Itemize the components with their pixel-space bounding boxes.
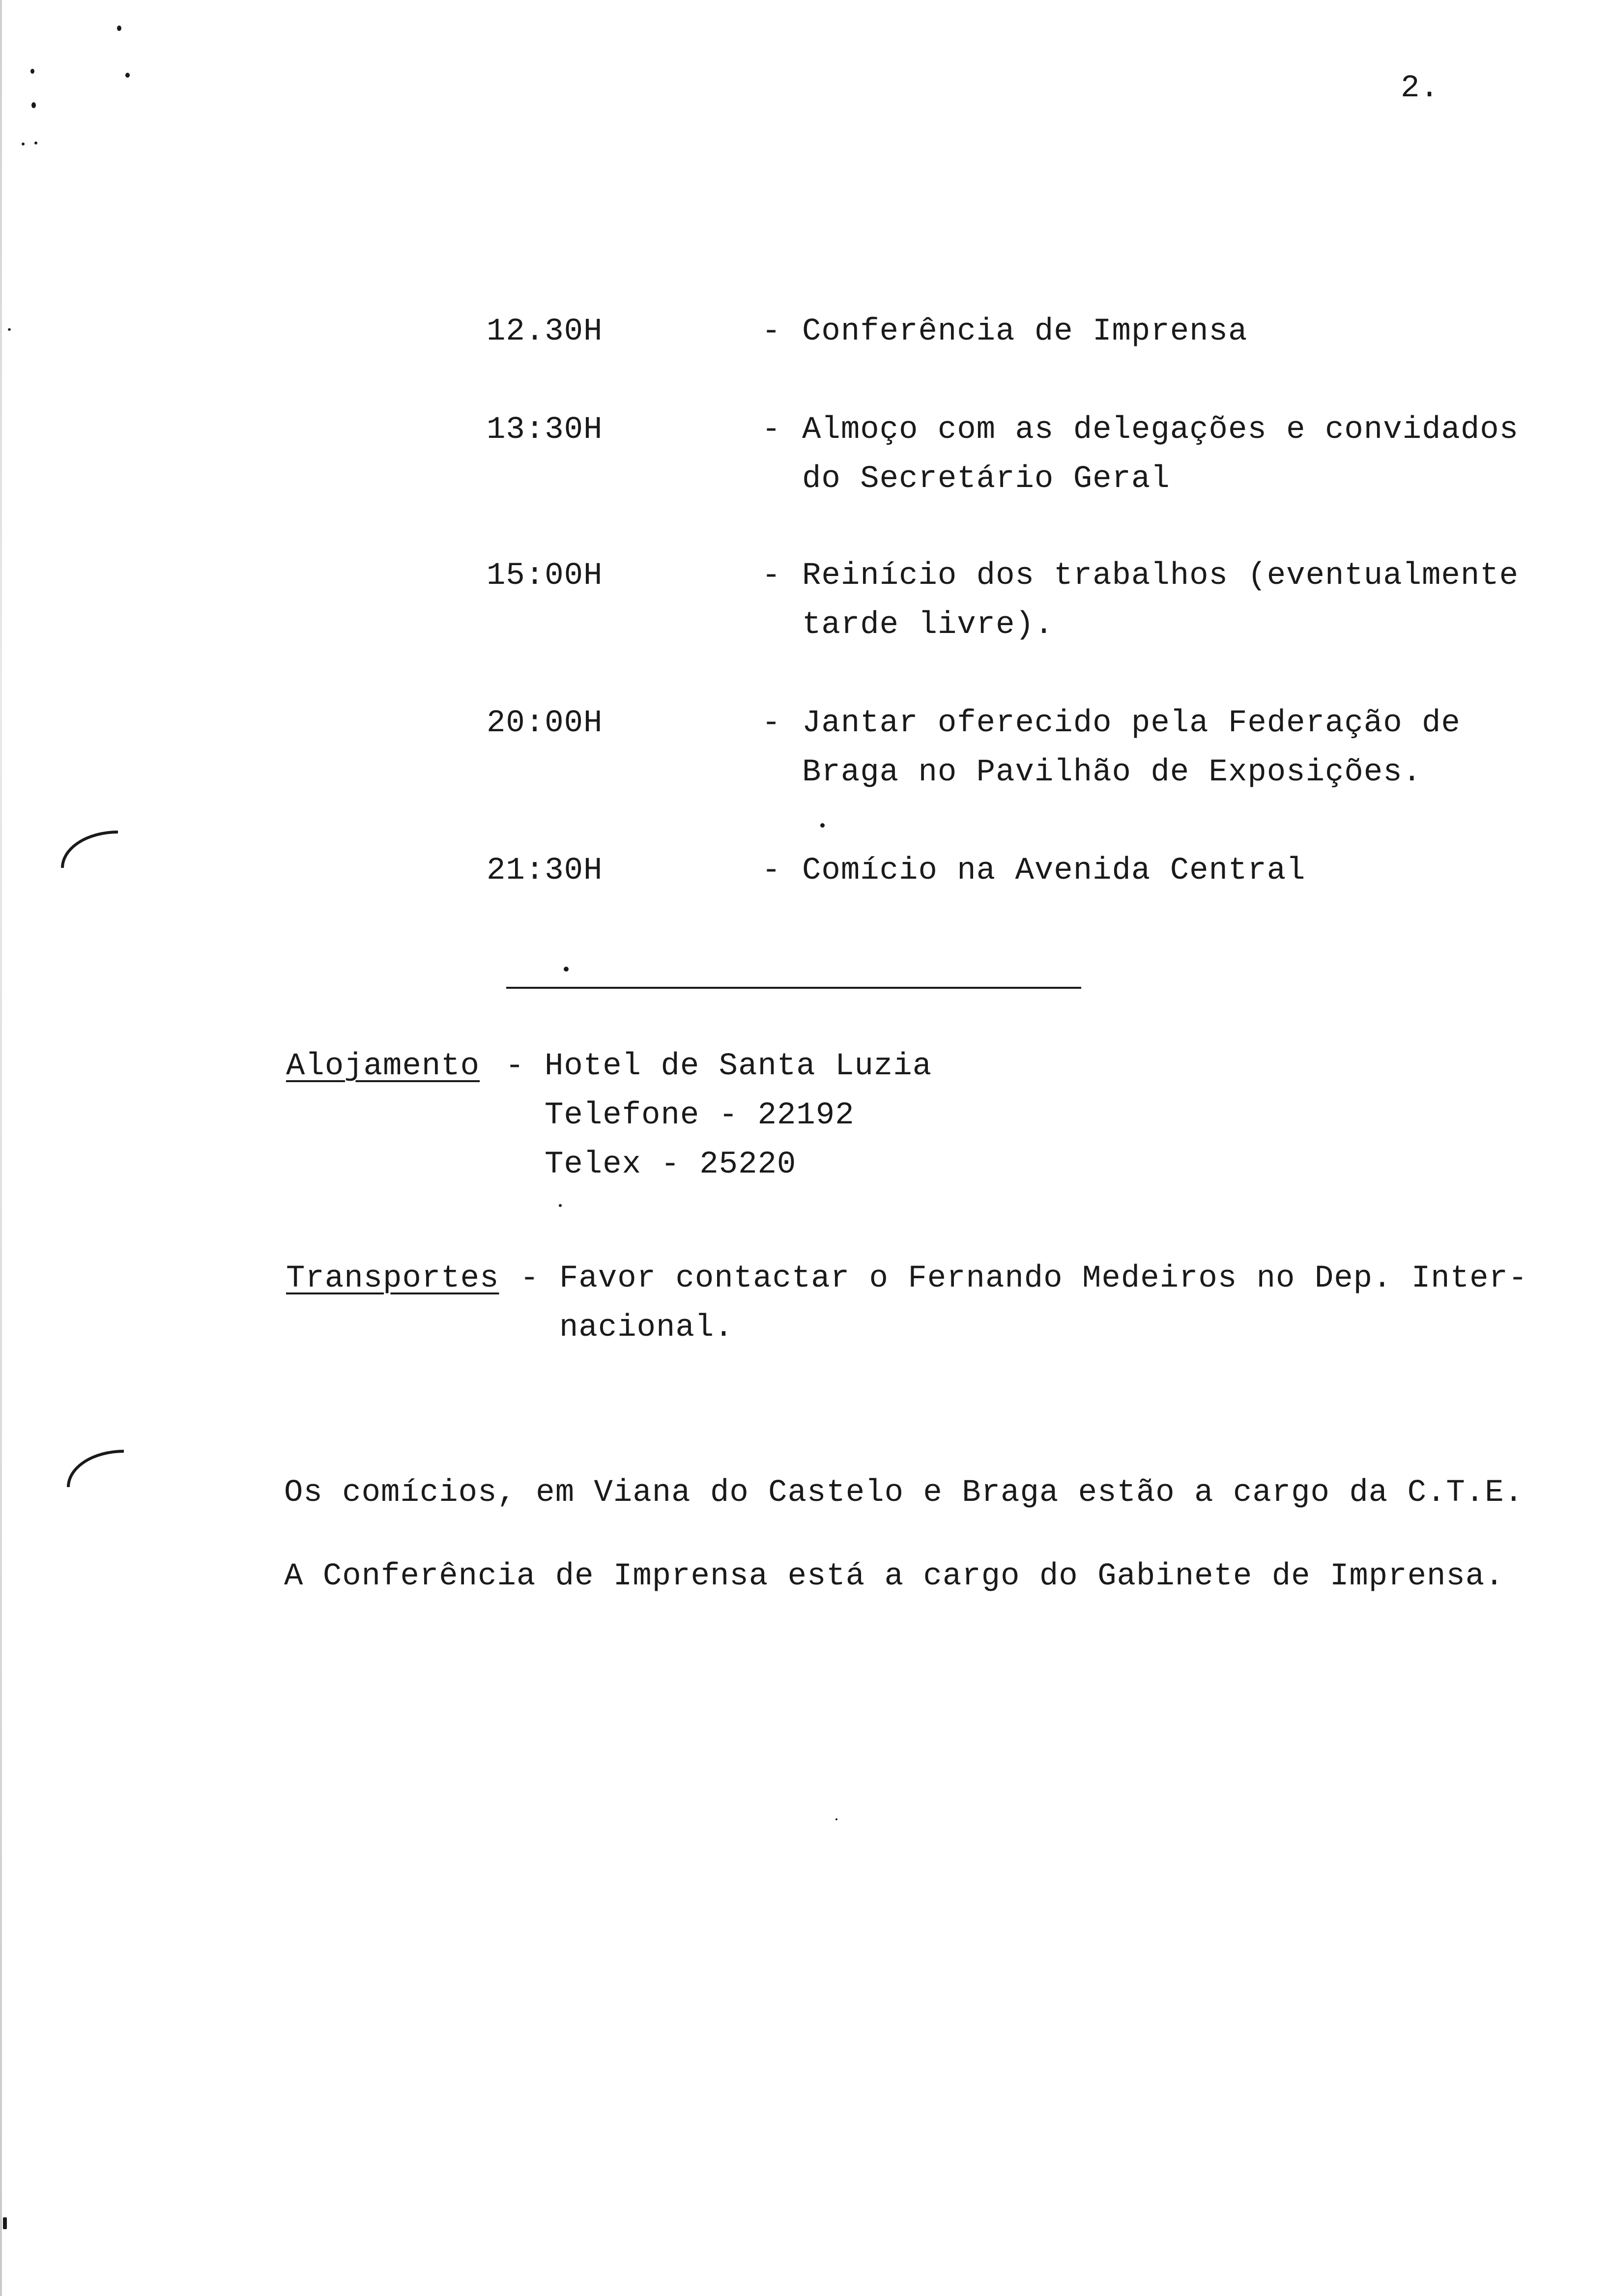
schedule-dash: - [762, 314, 781, 349]
schedule-description: Conferência de Imprensa [802, 314, 1248, 349]
punch-hole-mark [67, 1450, 124, 1487]
scan-speck [34, 142, 37, 144]
schedule-time: 20:00H [487, 706, 603, 741]
schedule-dash: - [762, 558, 781, 594]
schedule-time: 15:00H [487, 558, 603, 594]
page-number: 2. [1401, 71, 1439, 106]
alojamento-label: Alojamento [286, 1049, 480, 1084]
scan-speck [820, 823, 825, 828]
scan-speck [3, 2217, 7, 2229]
alojamento-line: Telex - 25220 [545, 1147, 797, 1182]
schedule-time: 13:30H [487, 412, 603, 448]
scan-speck [117, 26, 121, 31]
transportes-dash: - [520, 1261, 540, 1296]
scan-speck [30, 69, 34, 74]
schedule-time: 21:30H [487, 853, 603, 889]
schedule-description: Almoço com as delegações e convidados [802, 412, 1519, 448]
transportes-label: Transportes [286, 1261, 499, 1296]
scan-speck [559, 1204, 562, 1207]
note-line: A Conferência de Imprensa está a cargo do Gabinete de Imprensa. [284, 1559, 1504, 1594]
schedule-description: Reinício dos trabalhos (eventualmente [802, 558, 1519, 594]
transportes-line: Favor contactar o Fernando Medeiros no Dep. Inter- [559, 1261, 1528, 1296]
schedule-time: 12.30H [487, 314, 603, 349]
schedule-description: Braga no Pavilhão de Exposições. [802, 755, 1422, 790]
note-line: Os comícios, em Viana do Castelo e Braga estão a cargo da C.T.E. [284, 1475, 1524, 1511]
schedule-dash: - [762, 706, 781, 741]
scan-speck [22, 143, 25, 145]
scan-left-edge [0, 0, 2, 2296]
schedule-dash: - [762, 412, 781, 448]
schedule-description: tarde livre). [802, 607, 1054, 643]
scan-speck [125, 73, 130, 78]
schedule-description: Jantar oferecido pela Federação de [802, 706, 1461, 741]
section-divider [506, 987, 1081, 989]
schedule-description: Comício na Avenida Central [802, 853, 1306, 889]
alojamento-line: Telefone - 22192 [545, 1098, 855, 1133]
transportes-line: nacional. [559, 1310, 734, 1346]
alojamento-dash: - [505, 1049, 525, 1084]
scan-speck [835, 1818, 837, 1820]
schedule-description: do Secretário Geral [802, 461, 1170, 497]
punch-hole-mark [61, 831, 118, 868]
alojamento-line: Hotel de Santa Luzia [545, 1049, 932, 1084]
scan-speck [564, 967, 569, 972]
schedule-dash: - [762, 853, 781, 889]
scan-speck [8, 328, 11, 331]
scan-speck [31, 102, 36, 108]
